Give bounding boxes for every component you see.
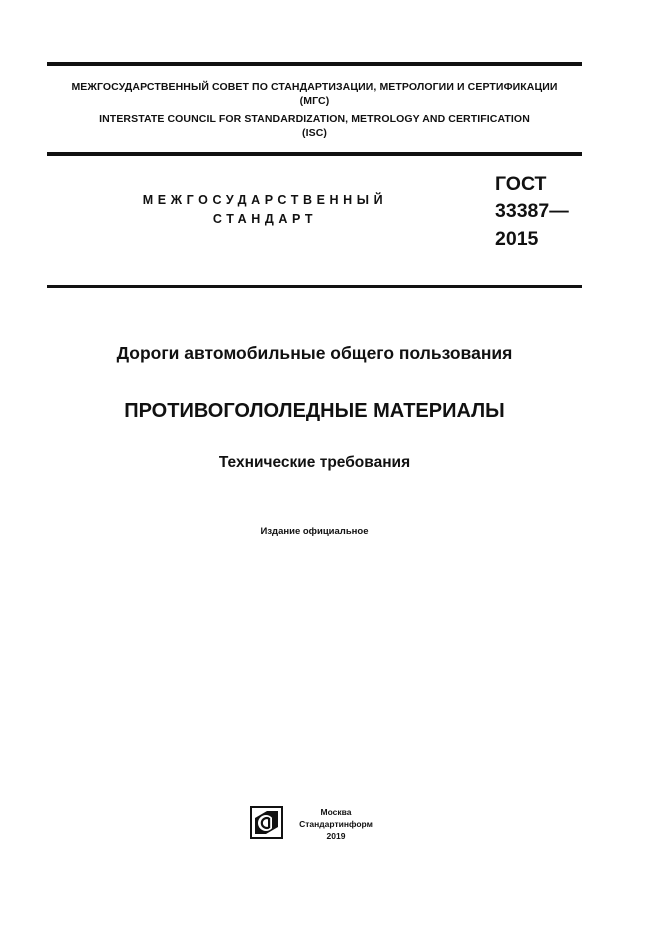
publisher-name: Стандартинформ: [299, 819, 373, 829]
document-subtitle: Технические требования: [218, 454, 411, 471]
document-title: Дороги автомобильные общего пользования: [116, 343, 513, 363]
gost-year: 2015: [495, 228, 539, 250]
document-subject: ПРОТИВОГОЛОЛЕДНЫЕ МАТЕРИАЛЫ: [124, 400, 505, 422]
council-ru-abbrev: (МГС): [299, 95, 330, 107]
gost-prefix: ГОСТ: [495, 173, 547, 195]
standard-divider: [47, 285, 582, 288]
council-ru-line1: МЕЖГОСУДАРСТВЕННЫЙ СОВЕТ ПО СТАНДАРТИЗАЦИИ, МЕТРОЛОГИИ И СЕРТИФИКАЦИИ: [71, 81, 558, 93]
standartinform-logo-icon: [250, 806, 283, 839]
header-divider: [47, 152, 582, 156]
standard-label-line1: МЕЖГОСУДАРСТВЕННЫЙ: [142, 193, 388, 207]
top-rule: [47, 62, 582, 66]
publisher-year: 2019: [326, 831, 346, 841]
standard-label-line2: СТАНДАРТ: [212, 212, 318, 226]
council-en-abbrev: (ISC): [302, 127, 327, 139]
publisher-city: Москва: [320, 807, 352, 817]
gost-number: 33387—: [495, 200, 569, 222]
council-en-line1: INTERSTATE COUNCIL FOR STANDARDIZATION, METROLOGY AND CERTIFICATION: [99, 113, 530, 125]
edition-note: Издание официальное: [260, 526, 369, 537]
